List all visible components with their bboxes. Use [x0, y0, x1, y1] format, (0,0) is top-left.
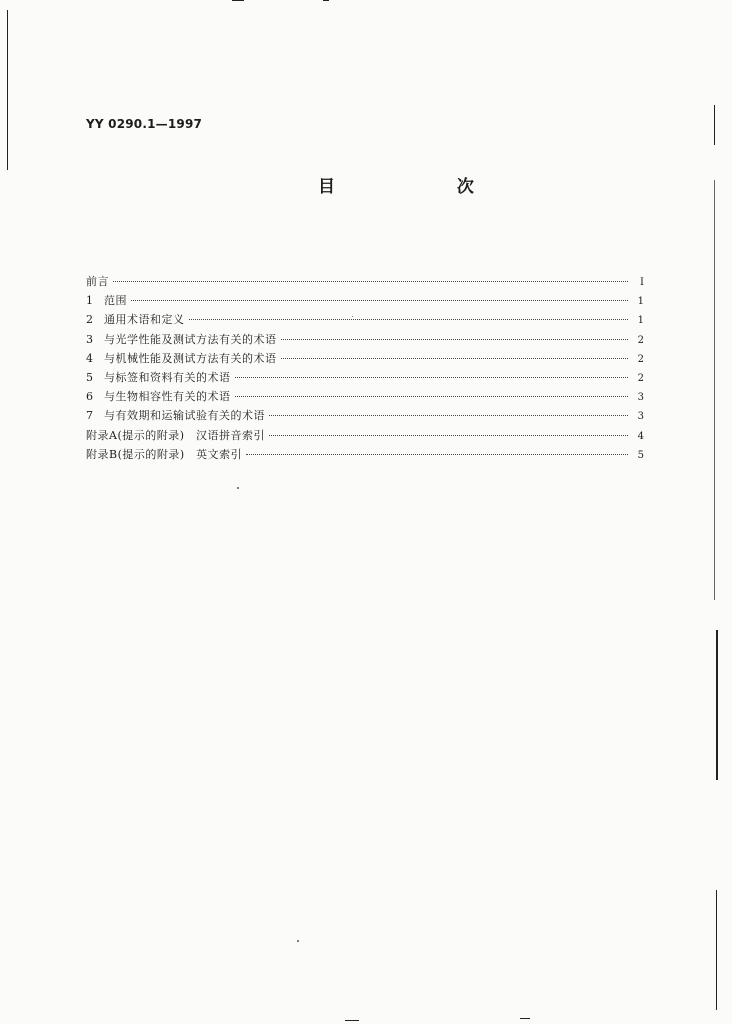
- scan-edge-right-lower: [716, 630, 718, 780]
- toc-entry-label: 范围: [104, 294, 127, 308]
- table-of-contents: [86, 272, 644, 464]
- toc-leader-dots: [281, 339, 629, 340]
- scan-edge-bottom-mark: [345, 1020, 359, 1021]
- toc-leader-dots: [235, 396, 629, 397]
- scan-edge-left: [7, 10, 8, 170]
- toc-entry-page: 3: [637, 392, 644, 404]
- toc-entry-number: 1: [86, 294, 93, 308]
- toc-title: 目 次: [318, 177, 532, 197]
- toc-entry[interactable]: [86, 291, 644, 310]
- toc-entry-number: 2: [86, 313, 93, 327]
- toc-entry[interactable]: [86, 272, 644, 291]
- toc-entry-page: 2: [637, 334, 644, 346]
- toc-leader-dots: [189, 319, 629, 320]
- toc-entry-number: 4: [86, 351, 93, 365]
- toc-entry[interactable]: [86, 387, 644, 406]
- toc-entry-number: 3: [86, 332, 93, 346]
- toc-entry-label: 附录A(提示的附录) 汉语拼音索引: [86, 428, 266, 442]
- toc-entry[interactable]: [86, 426, 644, 445]
- scan-edge-top-mark: [232, 0, 244, 1]
- toc-leader-dots: [235, 377, 629, 378]
- toc-leader-dots: [281, 358, 629, 359]
- toc-entry-page: 3: [637, 411, 644, 423]
- toc-entry-label: 与生物相容性有关的术语: [104, 390, 231, 404]
- scan-edge-top-mark-2: [323, 0, 329, 1]
- toc-entry-label: 前言: [86, 275, 109, 288]
- toc-entry-page: 1: [637, 296, 644, 308]
- toc-entry-label: 通用术语和定义: [104, 313, 185, 327]
- toc-entry-label: 与机械性能及测试方法有关的术语: [104, 351, 277, 365]
- toc-entry-page: 2: [637, 353, 644, 365]
- scan-edge-right-bottom: [716, 890, 717, 1010]
- toc-leader-dots: [246, 454, 628, 455]
- toc-entry-number: 6: [86, 390, 93, 404]
- toc-entry[interactable]: [86, 406, 644, 425]
- scan-edge-bottom-mark-2: [520, 1018, 530, 1019]
- toc-entry[interactable]: [86, 330, 644, 349]
- toc-entry-label: 与光学性能及测试方法有关的术语: [104, 332, 277, 346]
- toc-entry-label: 与有效期和运输试验有关的术语: [104, 409, 265, 423]
- toc-entry-page: Ⅰ: [640, 277, 644, 288]
- scan-speck: [297, 940, 299, 942]
- toc-leader-dots: [131, 300, 628, 301]
- toc-entry-page: 4: [637, 430, 644, 442]
- toc-leader-dots: [269, 415, 628, 416]
- toc-entry[interactable]: [86, 368, 644, 387]
- toc-entry[interactable]: [86, 349, 644, 368]
- document-code: YY 0290.1—1997: [86, 117, 203, 131]
- toc-entry[interactable]: [86, 445, 644, 464]
- toc-leader-dots: [269, 435, 628, 436]
- toc-entry-label: 附录B(提示的附录) 英文索引: [86, 447, 243, 461]
- toc-entry-number: 5: [86, 370, 93, 384]
- toc-entry-label: 与标签和资料有关的术语: [104, 370, 231, 384]
- toc-entry-number: 7: [86, 409, 93, 423]
- toc-leader-dots: [113, 281, 628, 282]
- toc-entry-page: 5: [637, 449, 644, 461]
- scan-speck: [237, 487, 239, 489]
- toc-entry-page: 1: [637, 315, 644, 327]
- scan-edge-right-mid: [714, 180, 715, 600]
- scan-edge-right-top: [714, 105, 715, 145]
- toc-entry-page: 2: [637, 372, 644, 384]
- toc-entry[interactable]: [86, 310, 644, 329]
